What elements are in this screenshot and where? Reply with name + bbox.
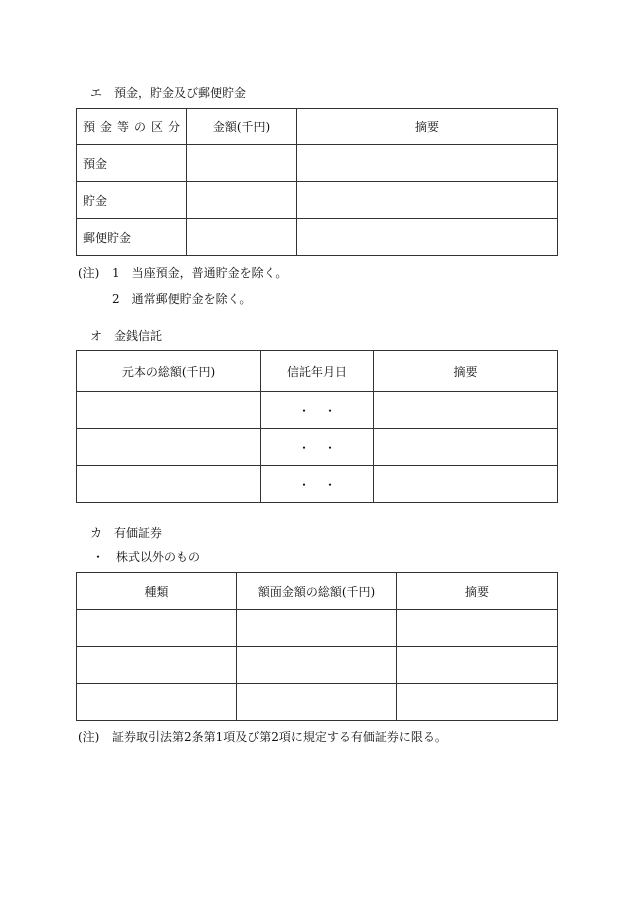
section-e-heading: エ 預金，貯金及び郵便貯金: [90, 86, 247, 100]
remarks-cell[interactable]: [374, 466, 558, 503]
remarks-cell[interactable]: [297, 219, 558, 256]
amount-cell[interactable]: [187, 182, 297, 219]
type-cell[interactable]: [77, 647, 237, 684]
deposits-table: [76, 108, 558, 256]
column-header-remarks: 摘要: [374, 351, 558, 392]
amount-cell[interactable]: [187, 145, 297, 182]
securities-note: 証券取引法第2条第1項及び第2項に規定する有価証券に限る。: [112, 730, 447, 744]
column-header-remarks: 摘要: [397, 573, 558, 610]
face-value-cell[interactable]: [237, 610, 397, 647]
type-cell[interactable]: [77, 610, 237, 647]
column-header-principal: 元本の総額(千円): [77, 351, 261, 392]
table-row: [77, 219, 558, 256]
section-ka-subheading: ・ 株式以外のもの: [92, 550, 201, 564]
table-row: [77, 429, 558, 466]
row-label-savings: 貯金: [77, 182, 187, 219]
table-row: [77, 145, 558, 182]
table-row: [77, 392, 558, 429]
date-placeholder: ・・: [297, 477, 350, 492]
face-value-cell[interactable]: [237, 647, 397, 684]
column-header-trust-date: 信託年月日: [261, 351, 374, 392]
face-value-cell[interactable]: [237, 684, 397, 721]
remarks-cell[interactable]: [397, 647, 558, 684]
date-placeholder: ・・: [297, 403, 350, 418]
section-o-heading: オ 金銭信託: [90, 329, 163, 343]
securities-table: [76, 572, 558, 721]
trust-date-cell[interactable]: [261, 429, 374, 466]
table-row: [77, 647, 558, 684]
note-prefix: (注): [78, 730, 100, 744]
remarks-cell[interactable]: [397, 684, 558, 721]
section-ka-heading: カ 有価証券: [90, 526, 163, 540]
row-label-postal-savings: 郵便貯金: [77, 219, 187, 256]
table-row: [77, 610, 558, 647]
column-header-type: 種類: [77, 573, 237, 610]
remarks-cell[interactable]: [374, 429, 558, 466]
table-row: [77, 684, 558, 721]
remarks-cell[interactable]: [374, 392, 558, 429]
note-1: 1 当座預金，普通貯金を除く。: [112, 266, 288, 280]
principal-cell[interactable]: [77, 466, 261, 503]
remarks-cell[interactable]: [297, 145, 558, 182]
trust-date-cell[interactable]: [261, 392, 374, 429]
principal-cell[interactable]: [77, 429, 261, 466]
table-row: [77, 466, 558, 503]
row-label-deposit: 預金: [77, 145, 187, 182]
money-trust-table: [76, 350, 558, 503]
column-header-amount: 金額(千円): [187, 109, 297, 145]
trust-date-cell[interactable]: [261, 466, 374, 503]
remarks-cell[interactable]: [397, 610, 558, 647]
note-prefix: (注): [78, 266, 100, 280]
column-header-deposit-category: 預金等の区分: [77, 109, 187, 145]
type-cell[interactable]: [77, 684, 237, 721]
column-header-remarks: 摘要: [297, 109, 558, 145]
amount-cell[interactable]: [187, 219, 297, 256]
table-row: [77, 182, 558, 219]
principal-cell[interactable]: [77, 392, 261, 429]
date-placeholder: ・・: [297, 440, 350, 455]
remarks-cell[interactable]: [297, 182, 558, 219]
column-header-face-value: 額面金額の総額(千円): [237, 573, 397, 610]
note-2: 2 通常郵便貯金を除く。: [112, 292, 252, 306]
